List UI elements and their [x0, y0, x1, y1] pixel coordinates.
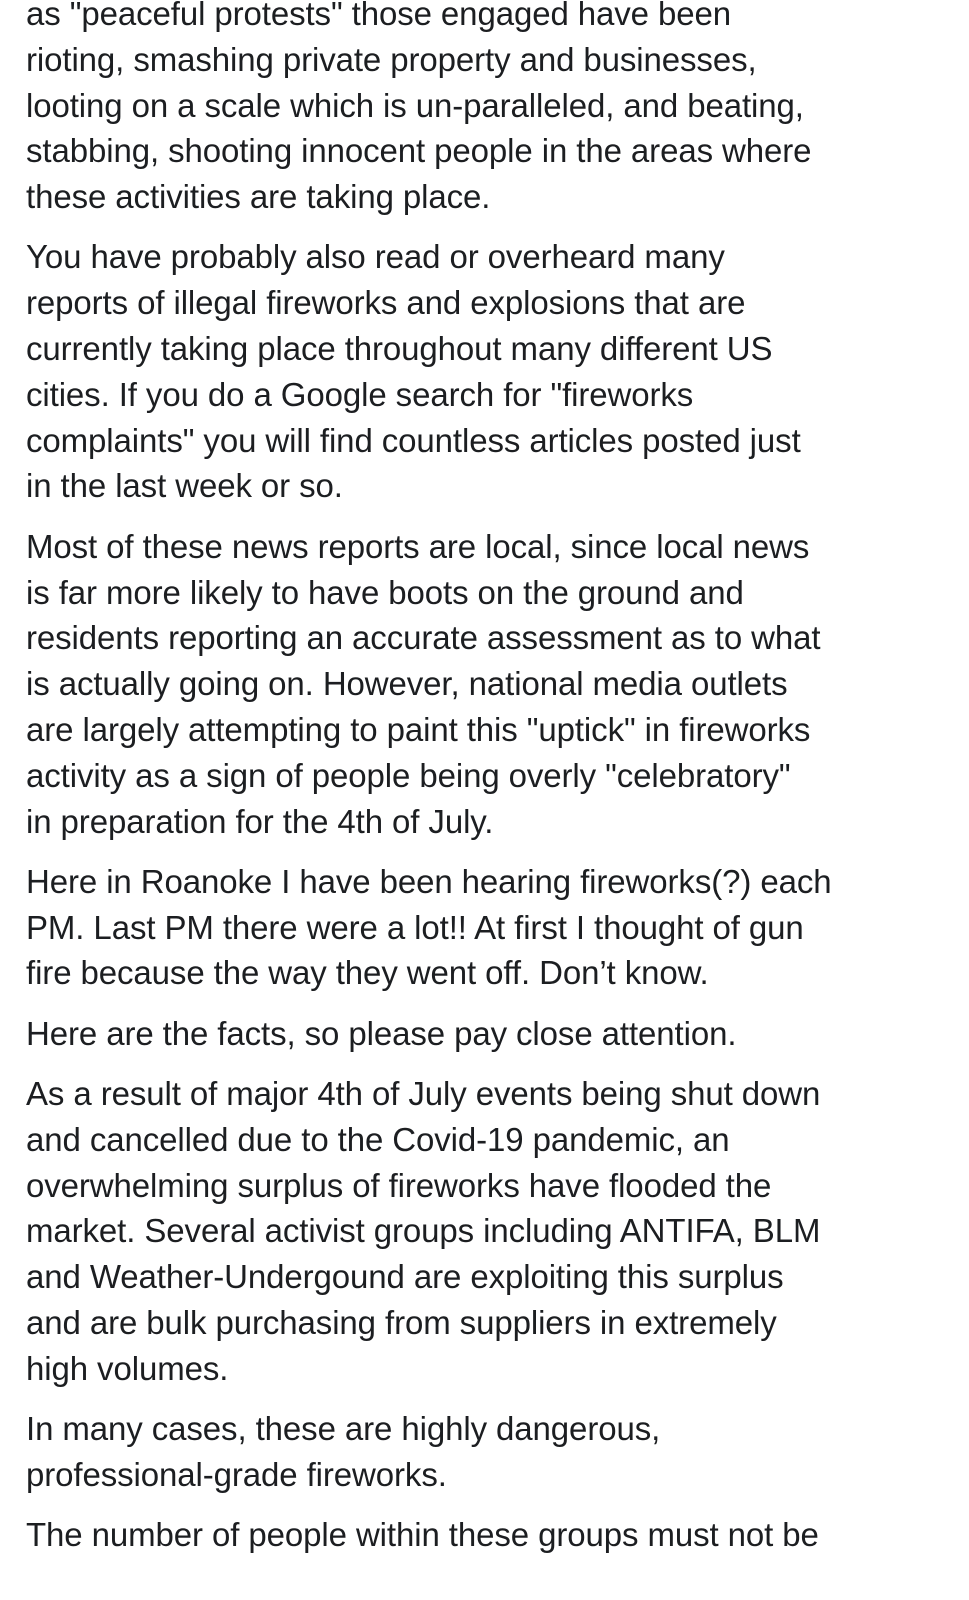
text-line: complaints" you will find countless articles posted just	[26, 421, 801, 459]
paragraph-3	[26, 524, 956, 845]
text-line: these activities are taking place.	[26, 178, 491, 216]
text-line: high volumes.	[26, 1349, 229, 1387]
text-line: You have probably also read or overheard many	[26, 238, 725, 276]
paragraph-8	[26, 1512, 956, 1558]
text-line: overwhelming surplus of fireworks have flooded the	[26, 1166, 772, 1204]
text-line: Here in Roanoke I have been hearing fireworks(?) each	[26, 862, 832, 900]
text-line: market. Several activist groups including ANTIFA, BLM	[26, 1212, 821, 1250]
paragraph-5	[26, 1011, 956, 1057]
text-line: rioting, smashing private property and businesses,	[26, 40, 757, 78]
paragraph-4	[26, 859, 956, 996]
text-line: residents reporting an accurate assessment as to what	[26, 619, 821, 657]
text-line: is actually going on. However, national media outlets	[26, 665, 788, 703]
text-line: looting on a scale which is un-paralleled, and beating,	[26, 86, 804, 124]
paragraph-6	[26, 1071, 956, 1392]
text-line: cities. If you do a Google search for "fireworks	[26, 375, 694, 413]
text-line: fire because the way they went off. Don’t know.	[26, 954, 709, 992]
text-line: professional-grade fireworks.	[26, 1455, 447, 1493]
text-line: is far more likely to have boots on the ground and	[26, 573, 744, 611]
text-line: are largely attempting to paint this "uptick" in fireworks	[26, 710, 811, 748]
text-line: as "peaceful protests" those engaged have been	[26, 0, 732, 32]
paragraph-7	[26, 1406, 956, 1498]
text-line: and Weather-Undergound are exploiting this surplus	[26, 1258, 784, 1296]
text-line: Most of these news reports are local, since local news	[26, 527, 810, 565]
paragraph-1	[26, 0, 956, 220]
text-line: in the last week or so.	[26, 467, 343, 505]
text-line: reports of illegal fireworks and explosions that are	[26, 284, 746, 322]
post-body	[26, 0, 956, 1573]
text-line: In many cases, these are highly dangerous,	[26, 1410, 661, 1448]
text-line: and are bulk purchasing from suppliers in extremely	[26, 1304, 777, 1342]
text-line: The number of people within these groups must not be	[26, 1516, 819, 1554]
text-line: and cancelled due to the Covid-19 pandemic, an	[26, 1120, 730, 1158]
text-line: PM. Last PM there were a lot!! At first I thought of gun	[26, 908, 804, 946]
text-line: As a result of major 4th of July events being shut down	[26, 1075, 821, 1113]
text-line: in preparation for the 4th of July.	[26, 802, 494, 840]
text-line: currently taking place throughout many different US	[26, 330, 773, 368]
text-line: activity as a sign of people being overly "celebratory"	[26, 756, 791, 794]
paragraph-2	[26, 234, 956, 509]
text-line: Here are the facts, so please pay close attention.	[26, 1014, 737, 1052]
text-line: stabbing, shooting innocent people in the areas where	[26, 132, 812, 170]
